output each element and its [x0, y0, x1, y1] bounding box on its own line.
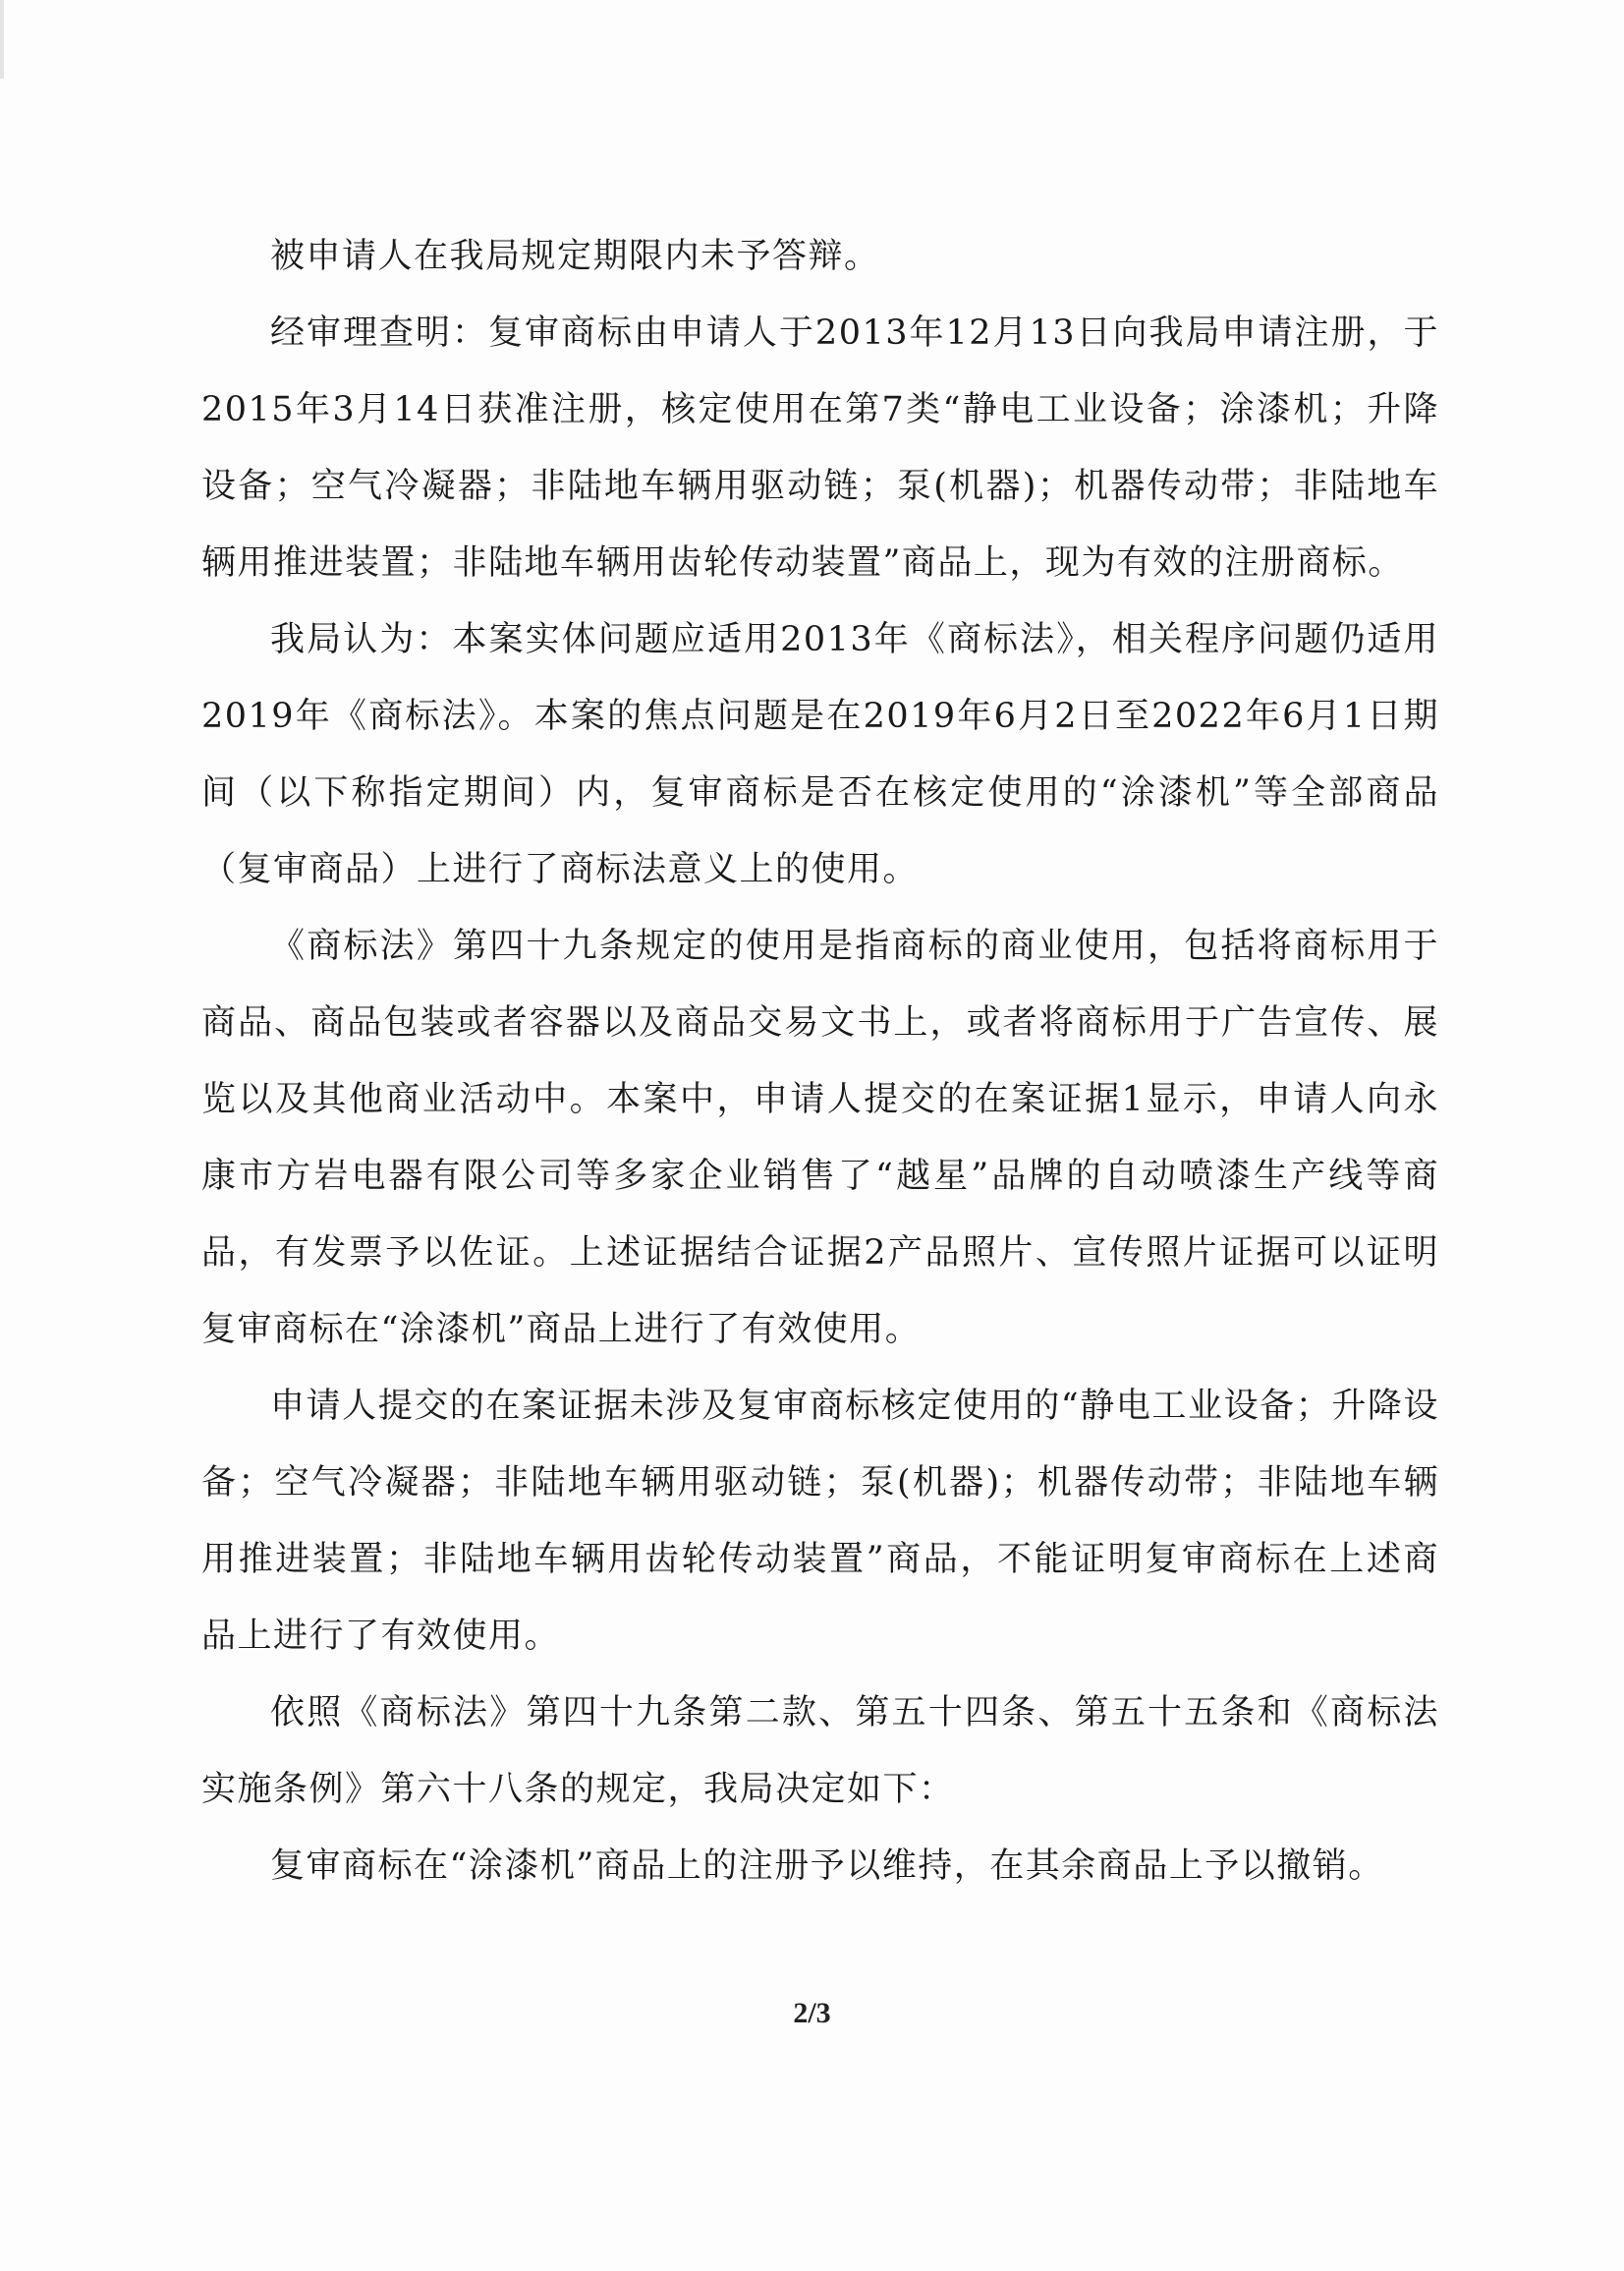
paragraph-article-49-use: 《商标法》第四十九条规定的使用是指商标的商业使用，包括将商标用于商品、商品包装或者容器以及商品交易文书上，或者将商标用于广告宣传、展览以及其他商业活动中。本案中，申请人提交的在案证据1显示，申请人向永康市方岩电器有限公司等多家企业销售了“越星”品牌的自动喷漆生产线等商品，有发票予以佐证。上述证据结合证据2产品照片、宣传照片证据可以证明复审商标在“涂漆机”商品上进行了有效使用。 [201, 927, 1439, 1349]
paragraph-bureau-opinion: 我局认为：本案实体问题应适用2013年《商标法》，相关程序问题仍适用2019年《商标法》。本案的焦点问题是在2019年6月2日至2022年6月1日期间（以下称指定期间）内，复审商标是否在核定使用的“涂漆机”等全部商品（复审商品）上进行了商标法意义上的使用。 [201, 620, 1439, 889]
scan-edge-mark [0, 0, 4, 79]
paragraph-findings: 经审理查明：复审商标由申请人于2013年12月13日向我局申请注册，于2015年3月14日获准注册，核定使用在第7类“静电工业设备；涂漆机；升降设备；空气冷凝器；非陆地车辆用驱动链；泵(机器)；机器传动带；非陆地车辆用推进装置；非陆地车辆用齿轮传动装置”商品上，现为有效的注册商标。 [201, 313, 1439, 583]
document-body [201, 218, 1439, 1904]
paragraph-legal-basis: 依照《商标法》第四十九条第二款、第五十四条、第五十五条和《商标法实施条例》第六十八条的规定，我局决定如下： [201, 1693, 1439, 1809]
paragraph-evidence-scope: 申请人提交的在案证据未涉及复审商标核定使用的“静电工业设备；升降设备；空气冷凝器；非陆地车辆用驱动链；泵(机器)；机器传动带；非陆地车辆用推进装置；非陆地车辆用齿轮传动装置”商品，不能证明复审商标在上述商品上进行了有效使用。 [201, 1387, 1440, 1656]
paragraph-respondent-no-reply: 被申请人在我局规定期限内未予答辩。 [270, 237, 880, 276]
paragraph-decision: 复审商标在“涂漆机”商品上的注册予以维持，在其余商品上予以撤销。 [270, 1846, 1384, 1886]
page-number: 2/3 [793, 1997, 831, 2029]
